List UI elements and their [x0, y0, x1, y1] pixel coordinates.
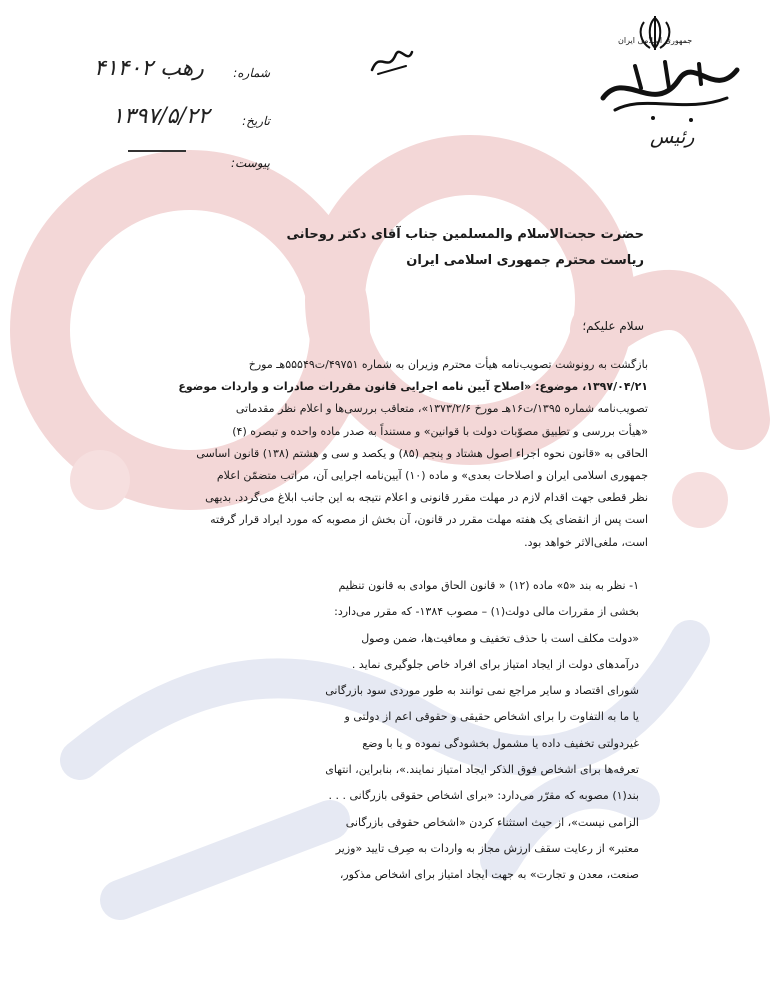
body-paragraph [140, 354, 648, 554]
body-line: ۱۳۹۷/۰۴/۲۱، موضوع: «اصلاح آیین نامه اجرایی قانون مقررات صادرات و واردات موضوع [178, 380, 648, 394]
section-line: ۱- نظر به بند «۵» ماده (۱۲) « قانون الحاق موادی به قانون تنظیم [338, 579, 639, 592]
body-line: است، ملغی‌الاثر خواهد بود. [524, 535, 648, 549]
attachment-dash [128, 150, 186, 152]
section-line: «دولت مکلف است با حذف تخفیف و معافیت‌ها، ضمن وصول [361, 631, 639, 645]
date-label: تاریخ: [242, 114, 270, 128]
republic-label: جمهوری اسلامی ایران [618, 36, 693, 45]
body-line: جمهوری اسلامی ایران و اصلاحات بعدی» و ماده (۱۰) آیین‌نامه اجرایی آن، مراتب متضمّن اعلام [216, 469, 648, 483]
section-line: معتبر» از رعایت سقف ارزش مجاز به واردات به صِرف تایید «وزیر [335, 841, 639, 855]
body-line: است پس از انقضای یک هفته مهلت مقرر در قانون، آن بخش از مصوبه که مورد ایراد قرار گرفته [210, 513, 648, 527]
addressee [286, 222, 644, 274]
body-line: تصویب‌نامه شماره ۱۳۹۵/ت۱۶هـ مورخ ۱۳۷۳/۲/۶»، متعاقب بررسی‌ها و اعلام نظر مقدماتی [235, 402, 648, 416]
parliament-calligraphy-icon [595, 48, 745, 126]
section-line: غیردولتی تخفیف داده یا مشمول بخشودگی نموده و یا با وضع [362, 736, 639, 750]
section-1-paragraph [217, 573, 639, 889]
section-line: بند(۱) مصوبه که مقرّر می‌دارد: «برای اشخاص حقوقی بازرگانی . . . [328, 789, 639, 803]
section-line: یا ما به التفاوت را برای اشخاص حقیقی و حقوقی اعم از دولتی و [344, 710, 639, 724]
section-line: صنعت، معدن و تجارت» به جهت ایجاد امتیاز برای اشخاص مذکور، [339, 868, 639, 882]
body-line: نظر قطعی جهت اقدام لازم در مهلت مقرر قانونی و اعلام نتیجه به این جانب ابلاغ می‌گردد. بدیهی [205, 491, 648, 505]
section-line: شورای اقتصاد و سایر مراجع نمی توانند به طور موردی سود بازرگانی [325, 684, 639, 698]
invocation [368, 44, 414, 78]
greeting: سلام علیکم؛ [582, 319, 644, 333]
body-line: «هیأت بررسی و تطبیق مصوّبات دولت با قوانین» و مستنداً به صدر ماده واحده و تبصره (۴) [232, 424, 648, 438]
body-line: الحاقی به «قانون نحوه اجراء اصول هشتاد و پنجم (۸۵) و یکصد و سی و هشتم (۱۳۸) قانون اساسی [196, 446, 648, 460]
invocation-calligraphy-icon [368, 44, 414, 78]
number-value: ۴۱۴۰۲ رهب [94, 56, 204, 81]
section-line: بخشی از مقررات مالی دولت(۱) – مصوب ۱۳۸۴- که مقرر می‌دارد: [334, 605, 639, 619]
attachment-label: پیوست: [230, 156, 270, 170]
number-label: شماره: [233, 66, 270, 80]
section-line: تعرفه‌ها برای اشخاص فوق الذکر ایجاد امتیاز نمایند.»، بنابراین، انتهای [325, 763, 639, 777]
date-value: ۱۳۹۷/۵/۲۲ [112, 104, 210, 129]
section-line: الزامی نیست»، از حیث استثناء کردن «اشخاص حقوقی بازرگانی [345, 815, 639, 829]
section-line: درآمدهای دولت از ایجاد امتیاز برای افراد خاص جلوگیری نماید . [351, 657, 639, 671]
parliament-logo [595, 48, 745, 126]
body-line: بازگشت به رونوشت تصویب‌نامه هیأت محترم وزیران به شماره ۴۹۷۵۱/ت۵۵۵۴۹هـ مورخ [248, 358, 648, 371]
addressee-line-2: ریاست محترم جمهوری اسلامی ایران [406, 253, 644, 268]
position-title: رئیس [650, 126, 695, 148]
addressee-line-1: حضرت حجت‌الاسلام والمسلمین جناب آقای دکتر روحانی [286, 227, 644, 242]
